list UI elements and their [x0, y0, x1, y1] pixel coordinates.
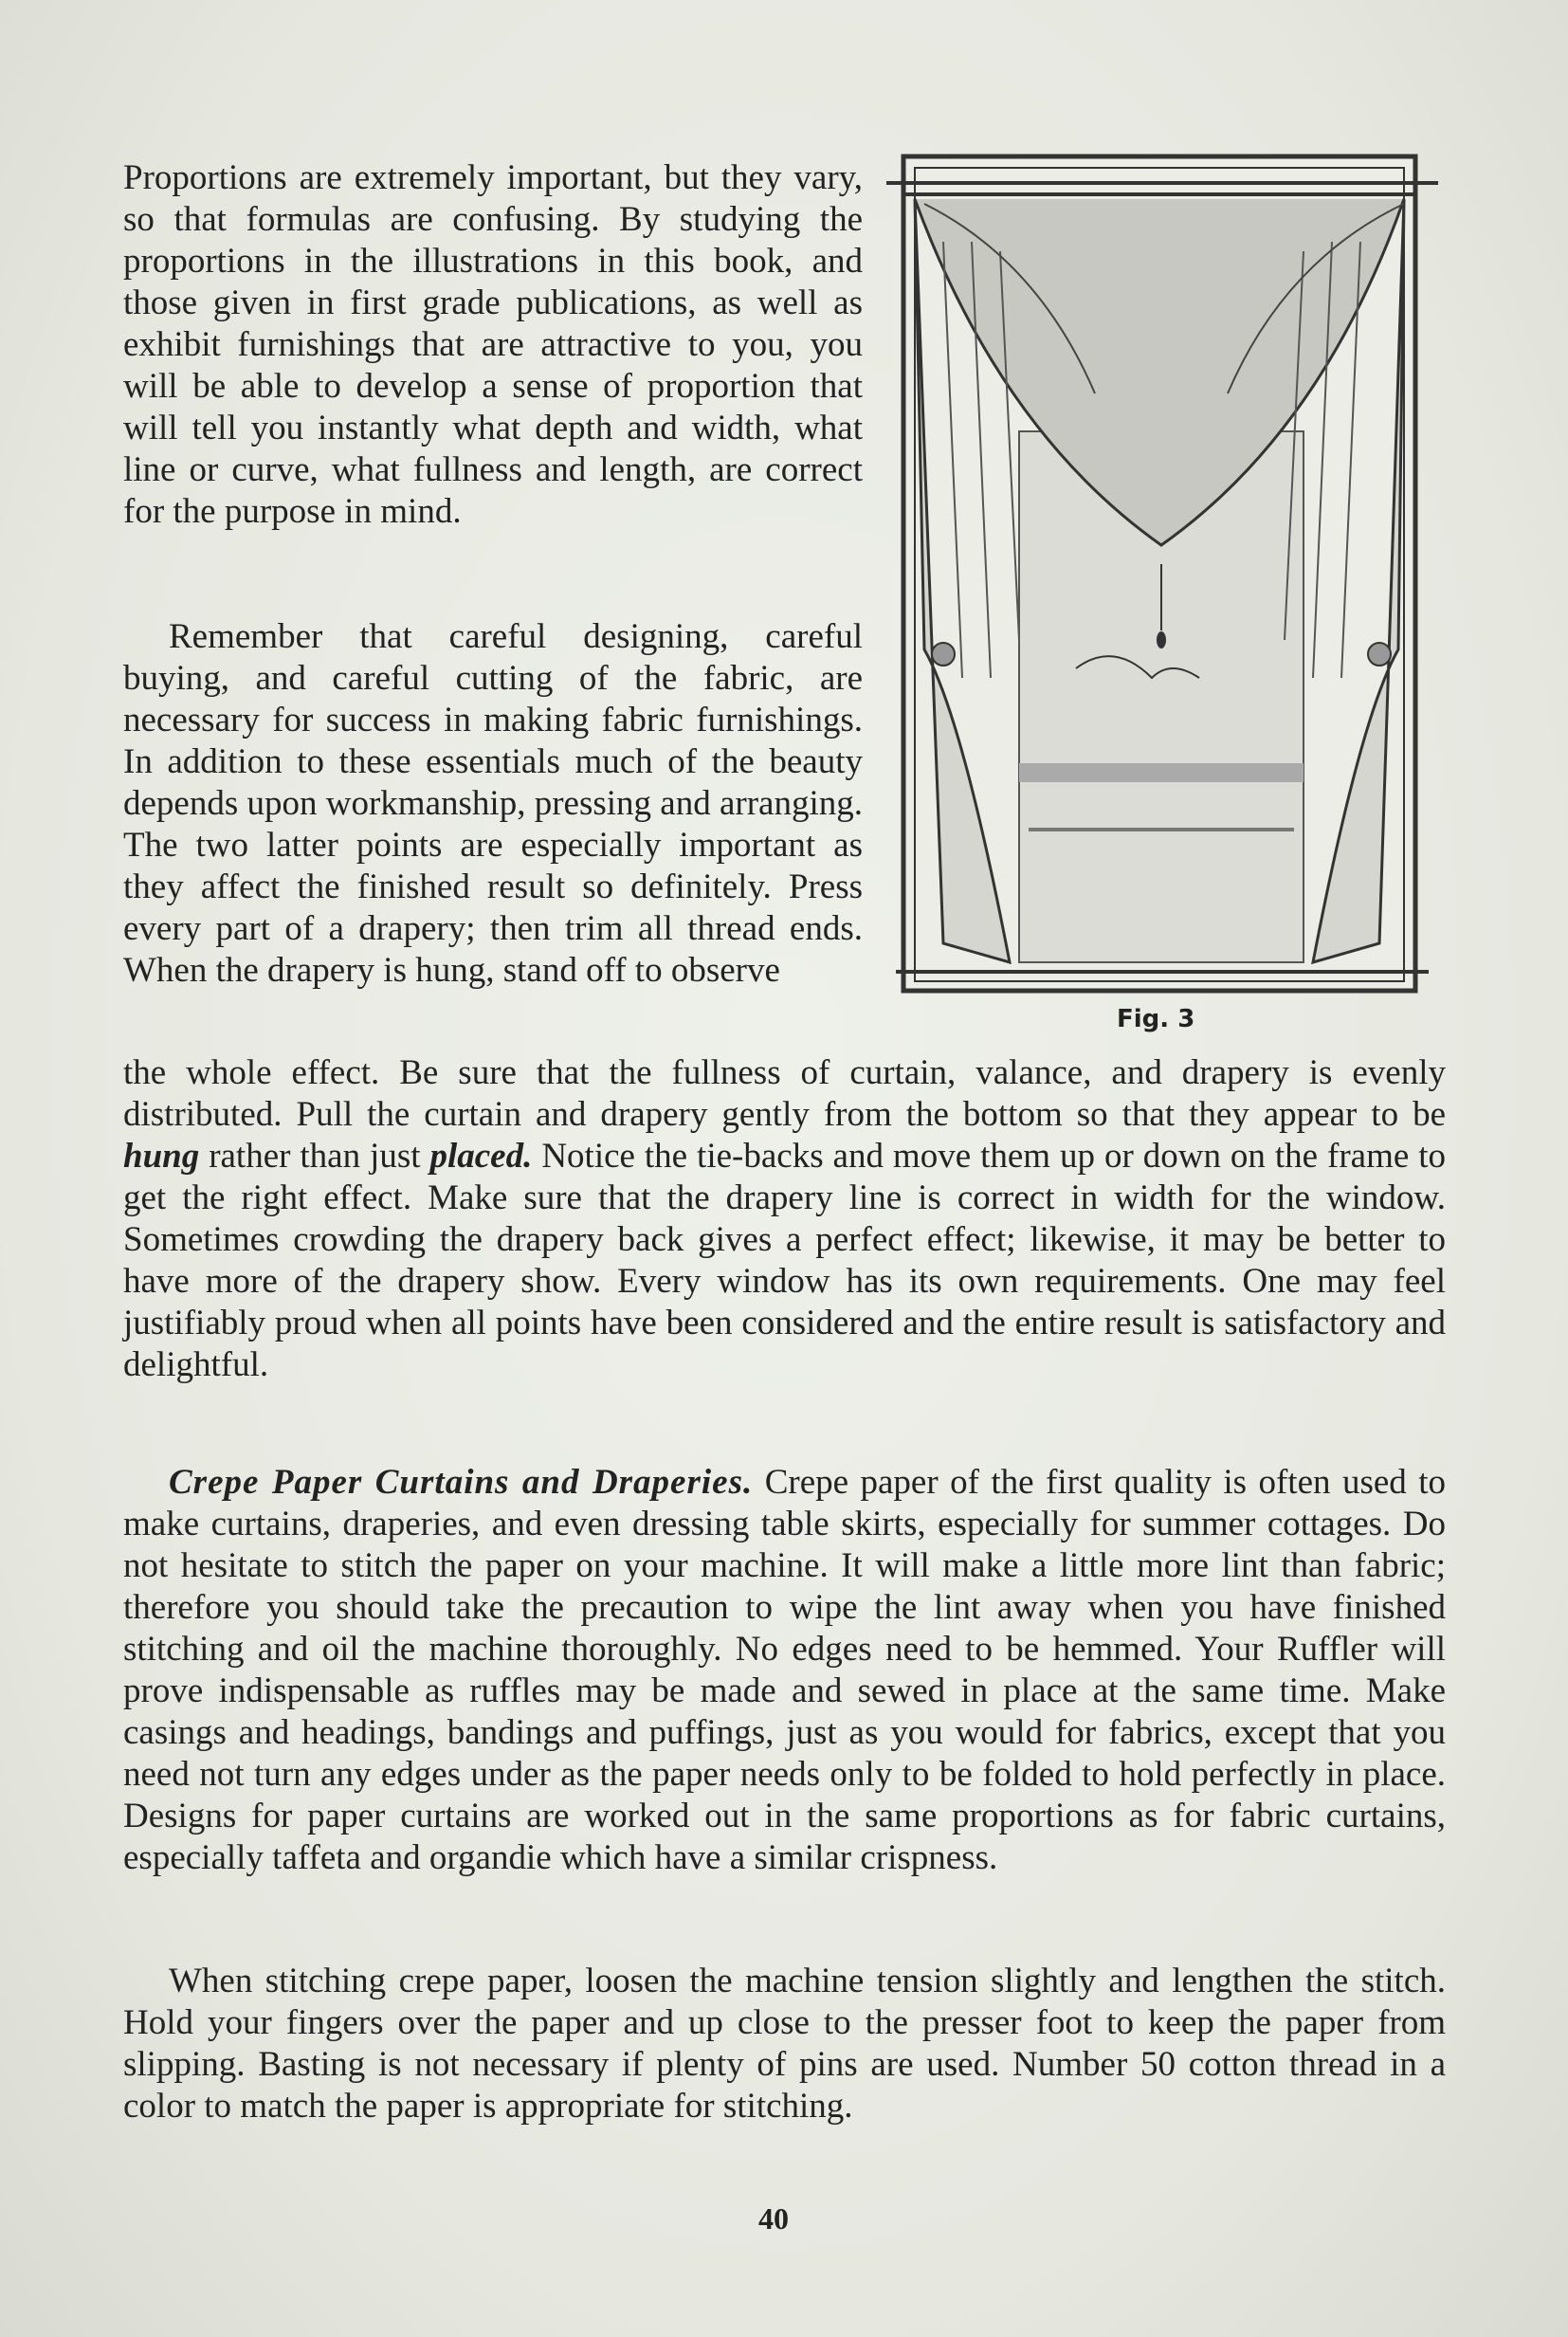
emphasis-placed: placed. — [429, 1137, 533, 1176]
continuation-text-a: the whole effect. Be sure that the fullness of curtain, valance, and drapery is evenly distributed. Pull the curtain and drapery gently from the bottom so that they appear to be — [123, 1053, 1446, 1134]
continuation-text-b: rather than just — [209, 1137, 421, 1176]
paragraph-stitching-crepe: When stitching crepe paper, loosen the machine tension slightly and lengthen the stitch. Hold your fingers over the paper and up close to the presser foot to keep the paper from slipping. Basting is not necessary if plenty of pins are used. Number 50 cotton thread in a color to match the paper is appropriate for stitching. — [123, 1962, 1446, 2126]
paragraph-proportions: Proportions are extremely important, but they vary, so that formulas are confusing. By studying the proportions in the illustrations in this book, and those given in first grade publications, as well as exhibit furnishings that are attractive to you, you will be able to develop a sense of proportion that will tell you instantly what depth and width, what line or curve, what fullness and length, are correct for the purpose in mind. — [123, 158, 863, 531]
paragraph-continuation — [123, 1052, 1446, 1386]
emphasis-hung: hung — [123, 1137, 200, 1176]
window-curtains-illustration-icon — [886, 147, 1438, 1000]
section-heading-crepe-paper: Crepe Paper Curtains and Draperies. — [169, 1463, 754, 1502]
paragraph-crepe-paper — [123, 1462, 1446, 1879]
paragraph-careful-designing: Remember that careful designing, careful buying, and careful cutting of the fabric, are necessary for success in making fabric furnishings. In addition to these essentials much of the beauty depends upon workmanship, pressing and arranging. The two latter points are especially important as they affect the finished result so definitely. Press every part of a drapery; then trim all thread ends. When the drapery is hung, stand off to observe — [123, 617, 863, 990]
page-number: 40 — [758, 2201, 789, 2236]
continuation-text-c: Notice the tie-backs and move them up or down on the frame to get the right effect. Make sure that the drapery line is correct in width for the window. Sometimes crowding the drapery back gives a perfect effect; likewise, it may be better to have more of the drapery show. Every window has its own requirements. One may feel justifiably proud when all points have been considered and the entire result is satisfactory and delightful. — [123, 1137, 1446, 1384]
figure-caption: Fig. 3 — [1117, 1005, 1195, 1033]
curtain-drawing — [886, 147, 1438, 1000]
crepe-paper-text: Crepe paper of the first quality is often used to make curtains, draperies, and even dressing table skirts, especially for summer cottages. Do not hesitate to stitch the paper on your machine. It will make a little more lint than fabric; therefore you should take the precaution to wipe the lint away when you have finished stitching and oil the machine thoroughly. No edges need to be hemmed. Your Ruffler will prove indispensable as ruffles may be made and sewed in place at the same time. Make casings and headings, bandings and puffings, just as you would for fabrics, except that you need not turn any edges under as the paper needs only to be folded to hold perfectly in place. Designs for paper curtains are worked out in the same proportions as for fabric curtains, especially taffeta and organdie which have a similar crispness. — [123, 1463, 1447, 1877]
